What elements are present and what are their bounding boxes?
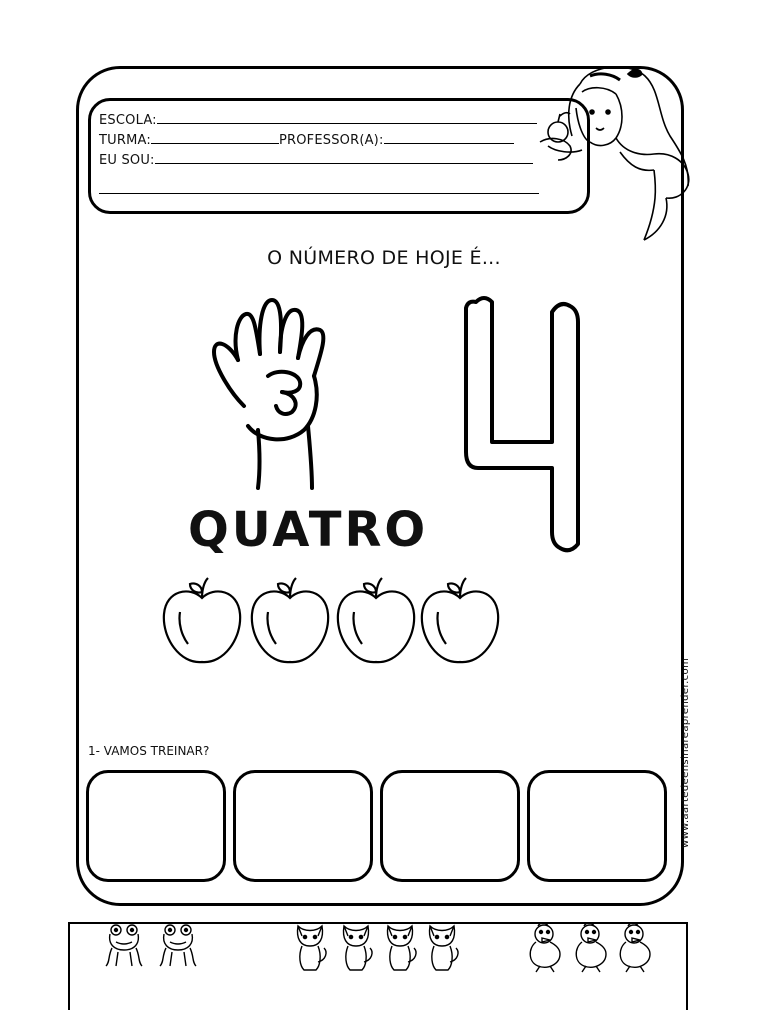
extra-blank-line[interactable] xyxy=(99,193,539,194)
class-blank[interactable] xyxy=(151,133,279,144)
cat-icon xyxy=(336,922,376,972)
class-label: TURMA: xyxy=(99,133,151,148)
lesson-title: O NÚMERO DE HOJE É... xyxy=(267,247,501,269)
frog-icon xyxy=(104,922,144,968)
apple-icon xyxy=(418,574,502,666)
cat-icon xyxy=(290,922,330,972)
school-label: ESCOLA: xyxy=(99,113,157,128)
website-credit: www.aartedeensinareaprender.com xyxy=(680,657,691,848)
class-teacher-row xyxy=(99,133,514,148)
hand-four-fingers-icon xyxy=(208,296,338,496)
cat-icon xyxy=(380,922,420,972)
school-blank[interactable] xyxy=(157,113,537,124)
name-blank[interactable] xyxy=(155,153,533,164)
practice-box[interactable] xyxy=(233,770,373,882)
apple-icon xyxy=(160,574,244,666)
name-label: EU SOU: xyxy=(99,153,155,168)
frog-icon xyxy=(158,922,198,968)
princess-illustration xyxy=(520,56,698,246)
teacher-label: PROFESSOR(A): xyxy=(278,133,384,148)
apple-icon xyxy=(248,574,332,666)
apple-counting-row xyxy=(160,574,460,674)
duck-icon xyxy=(614,922,656,974)
practice-box[interactable] xyxy=(527,770,667,882)
student-info-box xyxy=(88,98,590,214)
number-word: QUATRO xyxy=(188,502,429,558)
teacher-blank[interactable] xyxy=(384,133,514,144)
duck-icon xyxy=(524,922,566,974)
name-field-row xyxy=(99,153,533,168)
numeral-four-outline xyxy=(454,292,594,554)
duck-icon xyxy=(570,922,612,974)
cat-icon xyxy=(422,922,462,972)
practice-box[interactable] xyxy=(380,770,520,882)
exercise-instruction: 1- VAMOS TREINAR? xyxy=(88,744,210,758)
apple-icon xyxy=(334,574,418,666)
practice-box[interactable] xyxy=(86,770,226,882)
school-field-row xyxy=(99,113,537,128)
